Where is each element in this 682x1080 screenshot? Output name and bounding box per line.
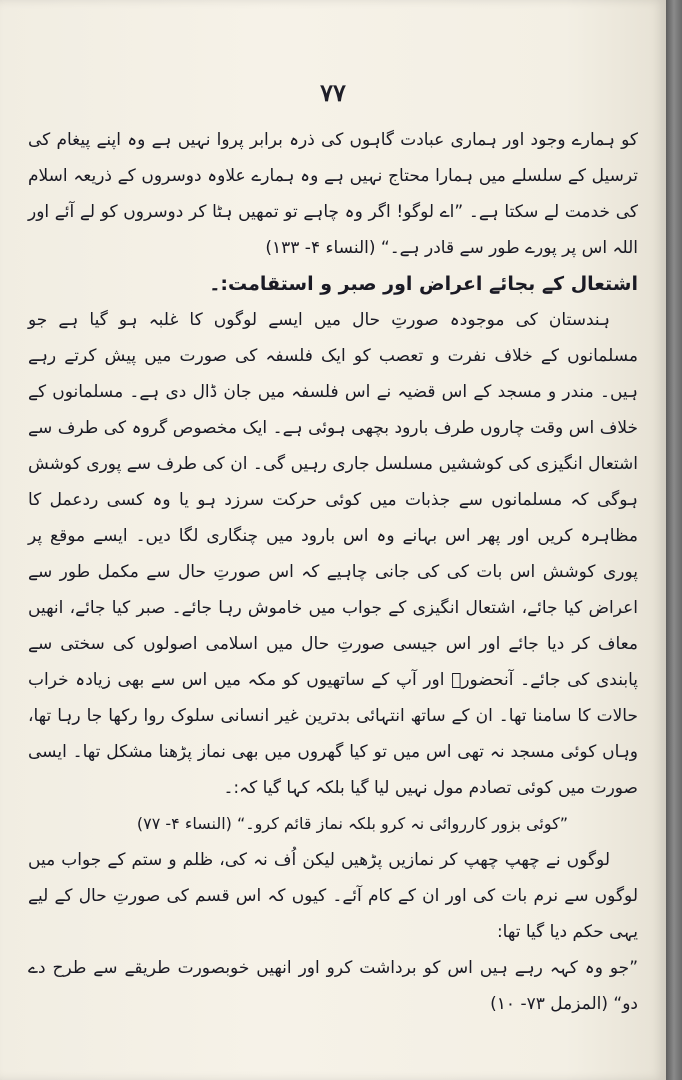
paragraph-2: ہندستان کی موجودہ صورتِ حال میں ایسے لوگوں کا غلبہ ہو گیا ہے جو مسلمانوں کے خلاف نفرت و تعصب کو ایک فلسفہ کی صورت میں پیش کرتے رہے ہیں۔ مندر و مسجد کے اس قضیہ نے اس فلسفہ میں جان ڈال دی ہے۔ مسلمانوں کے خلاف اس وقت چاروں طرف بارود بچھی ہوئی ہے۔ ایک مخصوص گروہ کی طرف سے اشتعال انگیزی کی کوششیں مسلسل جاری رہیں گی۔ ان کی طرف سے پوری کوشش ہوگی کہ مسلمانوں سے جذبات میں کوئی حرکت سرزد ہو یا وہ کسی ردعمل کا مظاہرہ کریں اور پھر اس بہانے وہ اس بارود میں چنگاری لگا دیں۔ ایسے موقع پر پوری کوشش اس بات کی کی جانی چاہیے کہ اس صورتِ حال سے مکمل طور سے اعراض کیا جائے، اشتعال انگیزی کے جواب میں خاموش رہا جائے۔ صبر کیا جائے، انھیں معاف کر دیا جائے اور اس جیسی صورتِ حال میں اسلامی اصولوں کی سختی سے پابندی کی جائے۔ آنحضورؐ اور آپ کے ساتھیوں کو مکہ میں اس سے بھی زیادہ خراب حالات کا سامنا تھا۔ ان کے ساتھ انتہائی بدترین غیر انسانی سلوک روا رکھا جا رہا تھا، وہاں کوئی مسجد نہ تھی اس میں تو کیا گھروں میں بھی نماز پڑھنا مشکل تھا۔ ایسی صورت میں کوئی تصادم مول نہیں لیا گیا بلکہ کہا گیا کہ:۔ bbox=[28, 310, 638, 798]
citation-nisa-77: (النساء ۴- ۷۷) bbox=[136, 814, 232, 833]
paragraph-1 bbox=[28, 122, 638, 266]
quote-block bbox=[28, 806, 638, 842]
page-number: ۷۷ bbox=[320, 78, 346, 107]
quote-text: ”کوئی بزور کارروائی نہ کرو بلکہ نماز قائم کرو۔“ bbox=[236, 814, 568, 833]
paragraph-4-text: ”جو وہ کہہ رہے ہیں اس کو برداشت کرو اور انھیں خوبصورت طریقے سے طرح دے دو“ bbox=[28, 958, 638, 1014]
binding-edge bbox=[666, 0, 682, 1080]
paragraph-3: لوگوں نے چھپ چھپ کر نمازیں پڑھیں لیکن اُف نہ کی، ظلم و ستم کے جواب میں لوگوں سے نرم بات کی اور ان کے کام آئے۔ کیوں کہ اس قسم کی صورتِ حال کے لیے یہی حکم دیا گیا تھا: bbox=[28, 850, 638, 942]
citation-muzzammil-10: (المزمل ۷۳- ۱۰) bbox=[490, 994, 608, 1014]
paragraph-1-text: کو ہمارے وجود اور ہماری عبادت گاہوں کی ذرہ برابر پروا نہیں ہے وہ اپنے پیغام کی ترسیل کے سلسلے میں ہمارا محتاج نہیں ہے وہ ہمارے علاوہ دوسروں کے ذریعہ اسلام کی خدمت لے سکتا ہے۔ ”اے لوگو! اگر وہ چاہے تو تمھیں ہٹا کر دوسروں کو لے آئے اور اللہ اس پر پورے طور سے قادر ہے۔“ bbox=[28, 130, 638, 258]
section-heading: اشتعال کے بجائے اعراض اور صبر و استقامت:۔ bbox=[209, 273, 638, 295]
paragraph-4 bbox=[28, 950, 638, 1022]
citation-nisa-133: (النساء ۴- ۱۳۳) bbox=[265, 238, 376, 258]
page-body bbox=[28, 122, 638, 1022]
